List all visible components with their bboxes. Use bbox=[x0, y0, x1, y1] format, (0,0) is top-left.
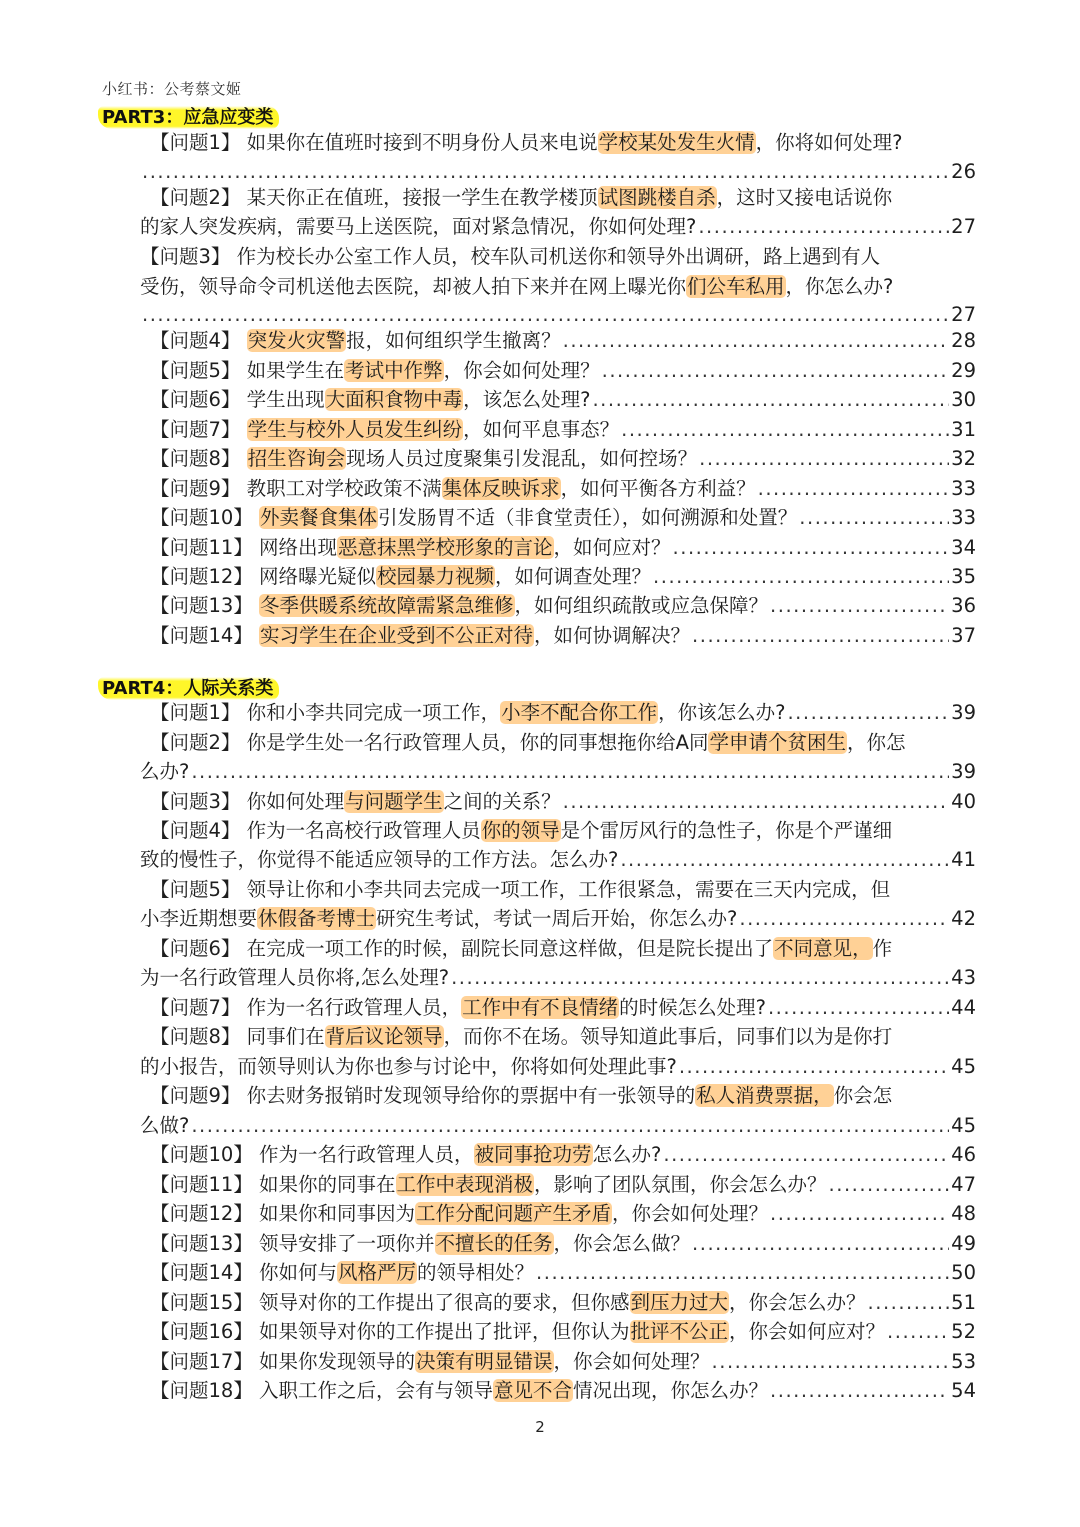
toc-line[interactable]: 【问题13】 领导安排了一项你并不擅长的任务，你会怎么做？ ..... 49 bbox=[150, 1229, 976, 1259]
toc-line[interactable]: 【问题4】 突发火灾警报，如何组织学生撤离？ ..... 28 bbox=[150, 326, 976, 356]
toc-line[interactable]: 【问题3】 你如何处理与问题学生之间的关系？ ..... 40 bbox=[150, 787, 976, 817]
page-ref: 27 bbox=[951, 215, 976, 238]
page-ref: 52 bbox=[951, 1320, 976, 1343]
toc-line[interactable]: 的家人突发疾病，需要马上送医院，面对紧急情况，你如何处理? ..... 27 bbox=[140, 212, 976, 242]
leader-dots bbox=[653, 562, 949, 592]
toc-line[interactable]: 小李近期想要休假备考博士研究生考试，考试一周后开始，你怎么办? ..... 42 bbox=[140, 904, 976, 934]
toc-line[interactable]: 【问题11】 网络出现恶意抹黑学校形象的言论，如何应对？ ..... 34 bbox=[150, 533, 976, 563]
page-ref: 47 bbox=[951, 1173, 976, 1196]
page-ref: 33 bbox=[951, 506, 976, 529]
toc-line[interactable]: 么办? ..... 39 bbox=[140, 757, 976, 787]
page-ref: 27 bbox=[951, 303, 976, 326]
leader-dots bbox=[679, 1052, 949, 1082]
toc-line[interactable]: 【问题12】 网络曝光疑似校园暴力视频，如何调查处理？ ..... 35 bbox=[150, 562, 976, 592]
highlight: 到压力过大 bbox=[630, 1291, 729, 1314]
leader-dots bbox=[621, 415, 949, 445]
page-ref: 41 bbox=[951, 848, 976, 871]
leader-dots bbox=[770, 1199, 949, 1229]
page-ref: 53 bbox=[951, 1350, 976, 1373]
toc-line[interactable]: 【问题5】 如果学生在考试中作弊，你会如何处理？ ..... 29 bbox=[150, 356, 976, 386]
highlight: 你的领导 bbox=[481, 819, 560, 842]
toc-line[interactable]: 【问题6】 在完成一项工作的时候，副院长同意这样做，但是院长提出了不同意见，作 bbox=[150, 937, 893, 960]
leader-dots bbox=[829, 1170, 950, 1200]
toc-line[interactable]: 【问题4】 作为一名高校行政管理人员你的领导是个雷厉风行的急性子，你是个严谨细 bbox=[150, 819, 893, 842]
highlight: 决策有明显错误 bbox=[416, 1350, 553, 1373]
highlight: 被同事抢功劳 bbox=[474, 1143, 592, 1166]
leader-dots bbox=[563, 787, 950, 817]
leader-dots bbox=[602, 356, 950, 386]
highlight: 实习学生在企业受到不公正对待 bbox=[260, 624, 534, 647]
leader-dots bbox=[698, 212, 949, 242]
toc-line[interactable]: 【问题9】 你去财务报销时发现领导给你的票据中有一张领导的私人消费票据，你会怎 bbox=[150, 1084, 893, 1107]
page-ref: 44 bbox=[951, 996, 976, 1019]
page-ref: 51 bbox=[951, 1291, 976, 1314]
highlight: 休假备考博士 bbox=[258, 907, 376, 930]
leader-dots bbox=[692, 1229, 949, 1259]
highlight: 试图跳楼自杀 bbox=[598, 186, 716, 209]
toc-line[interactable]: 为一名行政管理人员你将,怎么处理? ..... 43 bbox=[140, 963, 976, 993]
leader-dots bbox=[699, 444, 949, 474]
leader-dots bbox=[563, 326, 950, 356]
leader-dots bbox=[787, 698, 949, 728]
leader-dots bbox=[712, 1347, 950, 1377]
toc-line[interactable]: 【问题15】 领导对你的工作提出了很高的要求，但你感到压力过大，你会怎么办？ ..... 51 bbox=[150, 1288, 976, 1318]
page-ref: 40 bbox=[951, 790, 976, 813]
toc-line[interactable]: 【问题3】 作为校长办公室工作人员，校车队司机送你和领导外出调研，路上遇到有人 bbox=[140, 245, 881, 268]
toc-line[interactable]: 【问题13】 冬季供暖系统故障需紧急维修，如何组织疏散或应急保障？ ..... 36 bbox=[150, 591, 976, 621]
highlight: 外卖餐食集体 bbox=[260, 506, 378, 529]
page-ref: 42 bbox=[951, 907, 976, 930]
highlight: 小李不配合你工作 bbox=[501, 701, 658, 724]
page-ref: 46 bbox=[951, 1143, 976, 1166]
toc-line[interactable]: 【问题12】 如果你和同事因为工作分配问题产生矛盾，你会如何处理？ ..... 48 bbox=[150, 1199, 976, 1229]
highlight: 考试中作弊 bbox=[345, 359, 443, 382]
toc-line[interactable]: 【问题10】 作为一名行政管理人员，被同事抢功劳怎么办? ..... 46 bbox=[150, 1140, 976, 1170]
toc-line[interactable]: 【问题8】 同事们在背后议论领导，而你不在场。领导知道此事后，同事们以为是你打 bbox=[150, 1025, 893, 1048]
toc-line[interactable]: 【问题10】 外卖餐食集体引发肠胃不适（非食堂责任），如何溯源和处置？ ..... 33 bbox=[150, 503, 976, 533]
page-ref: 50 bbox=[951, 1261, 976, 1284]
page-ref: 36 bbox=[951, 594, 976, 617]
highlight: 私人消费票据， bbox=[696, 1084, 833, 1107]
highlight: 工作中有不良情绪 bbox=[462, 996, 619, 1019]
leader-dots bbox=[887, 1317, 949, 1347]
highlight: 突发火灾警 bbox=[247, 329, 346, 352]
toc-line[interactable]: 【问题7】 学生与校外人员发生纠纷，如何平息事态？ ..... 31 bbox=[150, 415, 976, 445]
page-ref: 35 bbox=[951, 565, 976, 588]
toc-line[interactable]: 【问题1】 如果你在值班时接到不明身份人员来电说学校某处发生火情，你将如何处理? bbox=[150, 131, 903, 154]
toc-line[interactable]: 【问题9】 教职工对学校政策不满集体反映诉求，如何平衡各方利益？ ..... 33 bbox=[150, 474, 976, 504]
leader-dots bbox=[758, 474, 950, 504]
toc-line[interactable]: 么做? ..... 45 bbox=[140, 1111, 976, 1141]
leader-dots bbox=[868, 1288, 950, 1318]
highlight: 集体反映诉求 bbox=[442, 477, 560, 500]
highlight: 们公车私用 bbox=[687, 275, 785, 298]
highlight: 学校某处发生火情 bbox=[598, 131, 755, 154]
highlight: 招生咨询会 bbox=[247, 447, 346, 470]
watermark-text: 小红书：公考蔡文姬 bbox=[102, 80, 242, 98]
leader-dots bbox=[768, 993, 949, 1023]
page-ref: 34 bbox=[951, 536, 976, 559]
toc-line[interactable]: 【问题14】 你如何与风格严厉的领导相处？ ..... 50 bbox=[150, 1258, 976, 1288]
highlight: 冬季供暖系统故障需紧急维修 bbox=[260, 594, 514, 617]
highlight: 背后议论领导 bbox=[325, 1025, 443, 1048]
toc-line[interactable]: 【问题18】 入职工作之后，会有与领导意见不合情况出现，你怎么办？ ..... 54 bbox=[150, 1376, 976, 1406]
section-title-part3: PART3：应急应变类 bbox=[102, 103, 279, 129]
toc-line[interactable]: 【问题11】 如果你的同事在工作中表现消极，影响了团队氛围，你会怎么办？ ..... 47 bbox=[150, 1170, 976, 1200]
toc-line[interactable]: 【问题2】 你是学生处一名行政管理人员，你的同事想拖你给A同学申请个贫困生，你怎 bbox=[150, 731, 906, 754]
page-number: 2 bbox=[535, 1418, 545, 1436]
leader-dots bbox=[770, 591, 949, 621]
toc-line[interactable]: 致的慢性子，你觉得不能适应领导的工作方法。怎么办? ..... 41 bbox=[140, 845, 976, 875]
page-ref: 54 bbox=[951, 1379, 976, 1402]
toc-line[interactable]: 【问题14】 实习学生在企业受到不公正对待，如何协调解决？ ..... 37 bbox=[150, 621, 976, 651]
toc-line[interactable]: 【问题7】 作为一名行政管理人员，工作中有不良情绪的时候怎么处理? ..... 44 bbox=[150, 993, 976, 1023]
page-ref: 49 bbox=[951, 1232, 976, 1255]
section-title-part4: PART4：人际关系类 bbox=[102, 674, 279, 700]
toc-line[interactable]: 的小报告，而领导则认为你也参与讨论中，你将如何处理此事? ..... 45 bbox=[140, 1052, 976, 1082]
page-ref: 29 bbox=[951, 359, 976, 382]
toc-line[interactable]: 受伤，领导命令司机送他去医院，却被人拍下来并在网上曝光你们公车私用，你怎么办? bbox=[140, 275, 894, 298]
toc-line[interactable]: 【问题5】 领导让你和小李共同去完成一项工作，工作很紧急，需要在三天内完成，但 bbox=[150, 878, 891, 901]
leader-dots bbox=[536, 1258, 949, 1288]
highlight: 与问题学生 bbox=[345, 790, 443, 813]
highlight: 工作分配问题产生矛盾 bbox=[416, 1202, 612, 1225]
toc-line[interactable]: 【问题1】 你和小李共同完成一项工作，小李不配合你工作，你该怎么办? ..... 39 bbox=[150, 698, 976, 728]
page-ref: 33 bbox=[951, 477, 976, 500]
page-ref: 45 bbox=[951, 1114, 976, 1137]
page-ref: 31 bbox=[951, 418, 976, 441]
toc-line[interactable]: 【问题8】 招生咨询会现场人员过度聚集引发混乱，如何控场？ ..... 32 bbox=[150, 444, 976, 474]
leader-dots bbox=[451, 963, 949, 993]
leader-dots bbox=[770, 1376, 949, 1406]
leader-dots bbox=[739, 904, 949, 934]
toc-line[interactable]: 【问题16】 如果领导对你的工作提出了批评，但你认为批评不公正，你会如何应对？ ..... 52 bbox=[150, 1317, 976, 1347]
page-ref: 45 bbox=[951, 1055, 976, 1078]
highlight: 学申请个贫困生 bbox=[709, 731, 846, 754]
toc-line[interactable]: 【问题6】 学生出现大面积食物中毒，该怎么处理? ..... 30 bbox=[150, 385, 976, 415]
leader-dots bbox=[663, 1140, 949, 1170]
page-ref: 28 bbox=[951, 329, 976, 352]
leader-dots bbox=[692, 621, 949, 651]
toc-line[interactable]: 【问题17】 如果你发现领导的决策有明显错误，你会如何处理？ ..... 53 bbox=[150, 1347, 976, 1377]
leader-dots bbox=[799, 503, 949, 533]
page-ref: 32 bbox=[951, 447, 976, 470]
page-ref: 37 bbox=[951, 624, 976, 647]
highlight: 工作中表现消极 bbox=[396, 1173, 534, 1196]
page-ref: 39 bbox=[951, 760, 976, 783]
page-ref: 30 bbox=[951, 388, 976, 411]
leader-dots bbox=[191, 1111, 949, 1141]
highlight: 风格严厉 bbox=[338, 1261, 417, 1284]
highlight: 恶意抹黑学校形象的言论 bbox=[338, 536, 553, 559]
leader-dots bbox=[673, 533, 950, 563]
leader-dots bbox=[620, 845, 949, 875]
page-ref: 39 bbox=[951, 701, 976, 724]
leader-dots bbox=[592, 385, 949, 415]
highlight: 不擅长的任务 bbox=[435, 1232, 553, 1255]
highlight: 大面积食物中毒 bbox=[325, 388, 463, 411]
toc-line[interactable]: 【问题2】 某天你正在值班，接报一学生在教学楼顶试图跳楼自杀，这时又接电话说你 bbox=[150, 186, 893, 209]
highlight: 学生与校外人员发生纠纷 bbox=[247, 418, 463, 441]
page-ref: 48 bbox=[951, 1202, 976, 1225]
leader-dots bbox=[191, 757, 949, 787]
highlight: 批评不公正 bbox=[630, 1320, 729, 1343]
highlight: 校园暴力视频 bbox=[377, 565, 495, 588]
page-ref: 26 bbox=[951, 160, 976, 183]
highlight: 意见不合 bbox=[494, 1379, 573, 1402]
page-ref: 43 bbox=[951, 966, 976, 989]
highlight: 不同意见， bbox=[774, 937, 872, 960]
